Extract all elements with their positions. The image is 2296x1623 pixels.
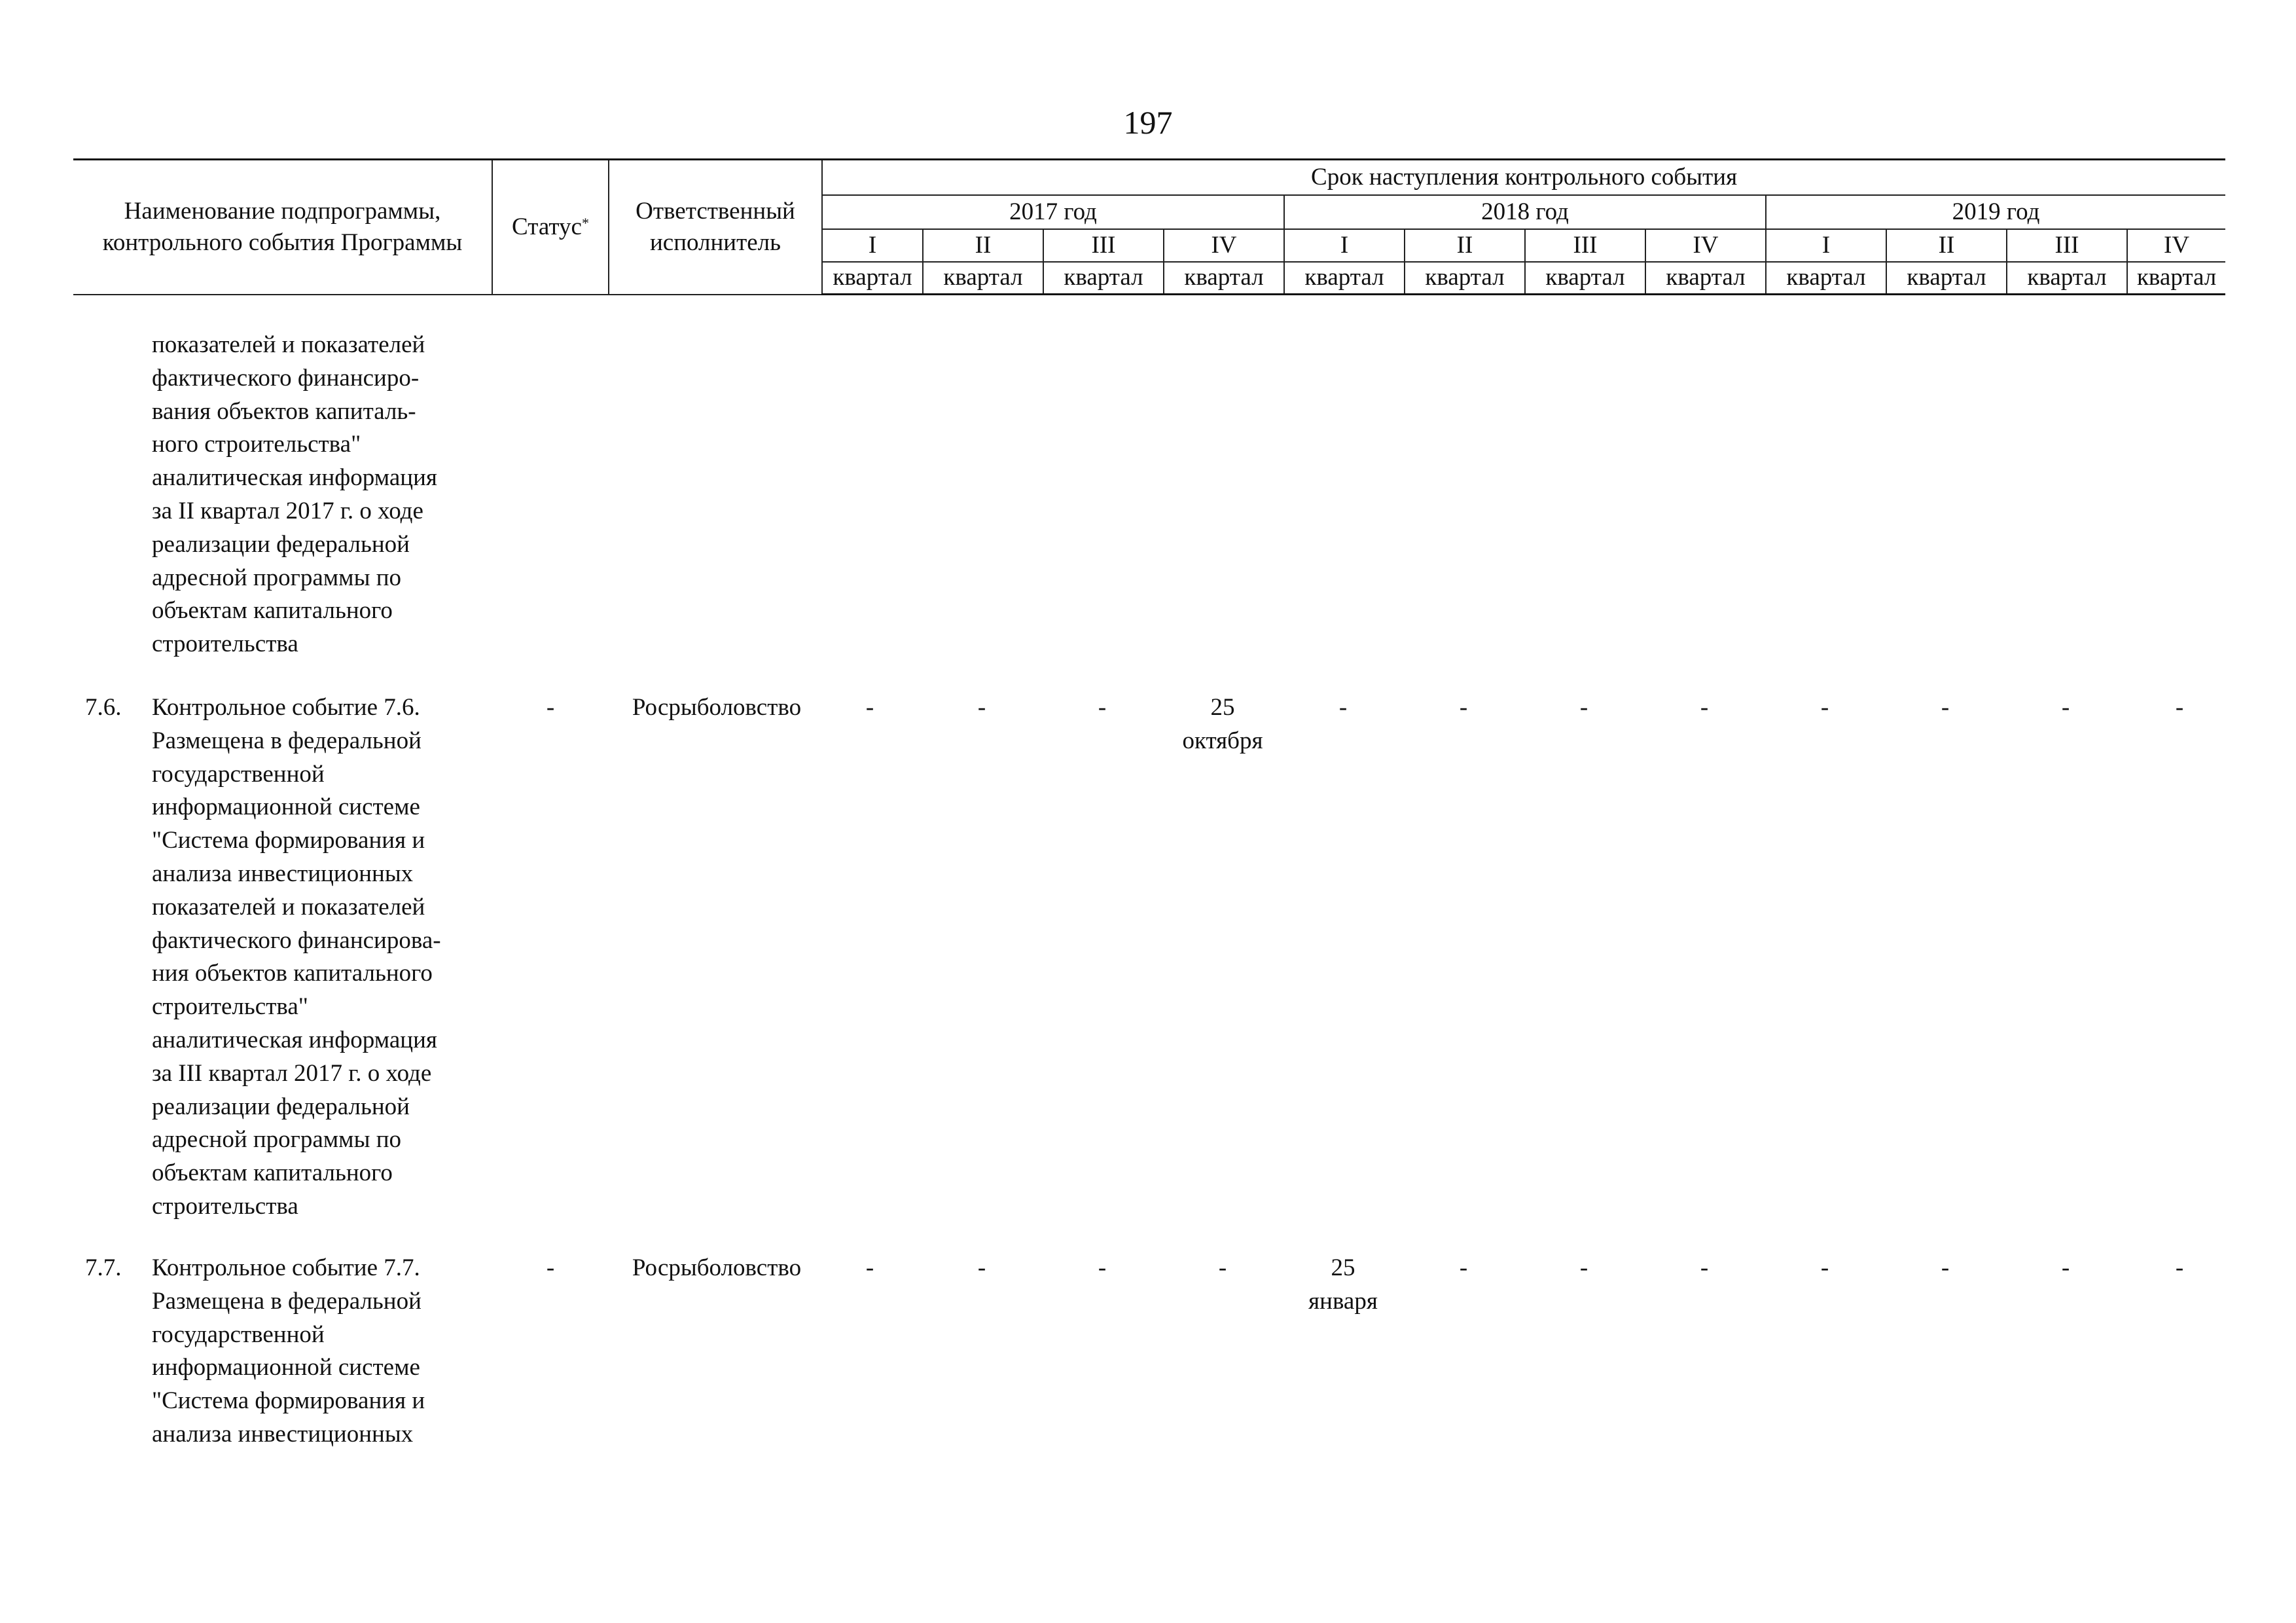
quarter-value: -	[1700, 694, 1709, 721]
quarter-numeral: I	[1284, 229, 1405, 262]
quarter-numeral: II	[923, 229, 1043, 262]
quarter-value: -	[1820, 694, 1829, 721]
row-status: -	[546, 694, 555, 721]
header-year-2017: 2017 год	[822, 195, 1284, 229]
quarter-value: -	[2175, 694, 2184, 721]
quarter-value: -	[1579, 1254, 1588, 1281]
quarter-value: -	[1459, 1254, 1468, 1281]
header-year-2019: 2019 год	[1766, 195, 2225, 229]
continuation-text: показателей и показателей фактического финансиро- вания объектов капиталь- ного строительства" аналитическая информация за II квартал 2017 г. о ходе реализации федеральной адресной программы по объектам капитального строительства	[152, 331, 437, 658]
quarter-word: квартал	[1164, 262, 1284, 295]
quarter-numeral: III	[2007, 229, 2127, 262]
row-event-text: Контрольное событие 7.7. Размещена в федеральной государственной информационной системе "Система формирования и анализа инвестиционных	[152, 1254, 425, 1448]
quarter-value: -	[2175, 1254, 2184, 1281]
quarter-value: -	[1941, 694, 1950, 721]
quarter-word: квартал	[1886, 262, 2007, 295]
quarter-word: квартал	[1043, 262, 1164, 295]
quarter-numeral: II	[1405, 229, 1525, 262]
quarter-word: квартал	[1405, 262, 1525, 295]
quarter-value: -	[1218, 1254, 1227, 1281]
quarter-value: -	[1820, 1254, 1829, 1281]
quarter-date: 25 января	[1308, 1254, 1378, 1315]
quarter-value: -	[977, 694, 986, 721]
header-year-2018: 2018 год	[1284, 195, 1766, 229]
page-number: 197	[1123, 104, 1173, 141]
quarter-value: -	[1579, 694, 1588, 721]
quarter-numeral: III	[1525, 229, 1645, 262]
quarter-date: 25 октября	[1182, 694, 1263, 754]
quarter-numeral: I	[1766, 229, 1886, 262]
quarter-value: -	[865, 694, 874, 721]
quarter-value: -	[1459, 694, 1468, 721]
quarter-value: -	[1098, 694, 1107, 721]
quarter-numeral: I	[822, 229, 923, 262]
header-responsible-col: Ответственный исполнитель	[609, 160, 822, 295]
quarter-value: -	[1941, 1254, 1950, 1281]
quarter-value: -	[1098, 1254, 1107, 1281]
quarter-word: квартал	[2127, 262, 2225, 295]
quarter-numeral: IV	[1164, 229, 1284, 262]
header-name-col: Наименование подпрограммы, контрольного события Программы	[73, 160, 492, 295]
header-status-col: Статус*	[492, 160, 609, 295]
row-responsible: Росрыболовство	[632, 694, 802, 721]
quarter-word: квартал	[2007, 262, 2127, 295]
quarter-word: квартал	[1766, 262, 1886, 295]
quarter-word: квартал	[923, 262, 1043, 295]
row-event-text: Контрольное событие 7.6. Размещена в федеральной государственной информационной системе "Система формирования и анализа инвестиционных показателей и показателей фактического финансирова- ния объектов капитального строительства" аналитическая информация за III квартал 2017 г. о ходе реализации федеральной адресной программы по объектам капитального строительства	[152, 694, 441, 1220]
status-footnote-mark: *	[581, 214, 589, 231]
quarter-numeral: IV	[1645, 229, 1766, 262]
schedule-table-header	[73, 158, 2225, 295]
quarter-word: квартал	[1525, 262, 1645, 295]
quarter-word: квартал	[822, 262, 923, 295]
quarter-word: квартал	[1645, 262, 1766, 295]
header-deadline-col: Срок наступления контрольного события	[822, 160, 2225, 195]
row-status: -	[546, 1254, 555, 1281]
quarter-value: -	[1700, 1254, 1709, 1281]
quarter-value: -	[977, 1254, 986, 1281]
quarter-value: -	[865, 1254, 874, 1281]
quarter-word: квартал	[1284, 262, 1405, 295]
row-number: 7.6.	[85, 694, 122, 721]
quarter-numeral: IV	[2127, 229, 2225, 262]
row-number: 7.7.	[85, 1254, 122, 1281]
quarter-value: -	[1338, 694, 1348, 721]
quarter-numeral: III	[1043, 229, 1164, 262]
quarter-value: -	[2061, 1254, 2070, 1281]
row-responsible: Росрыболовство	[632, 1254, 802, 1281]
quarter-value: -	[2061, 694, 2070, 721]
quarter-numeral: II	[1886, 229, 2007, 262]
